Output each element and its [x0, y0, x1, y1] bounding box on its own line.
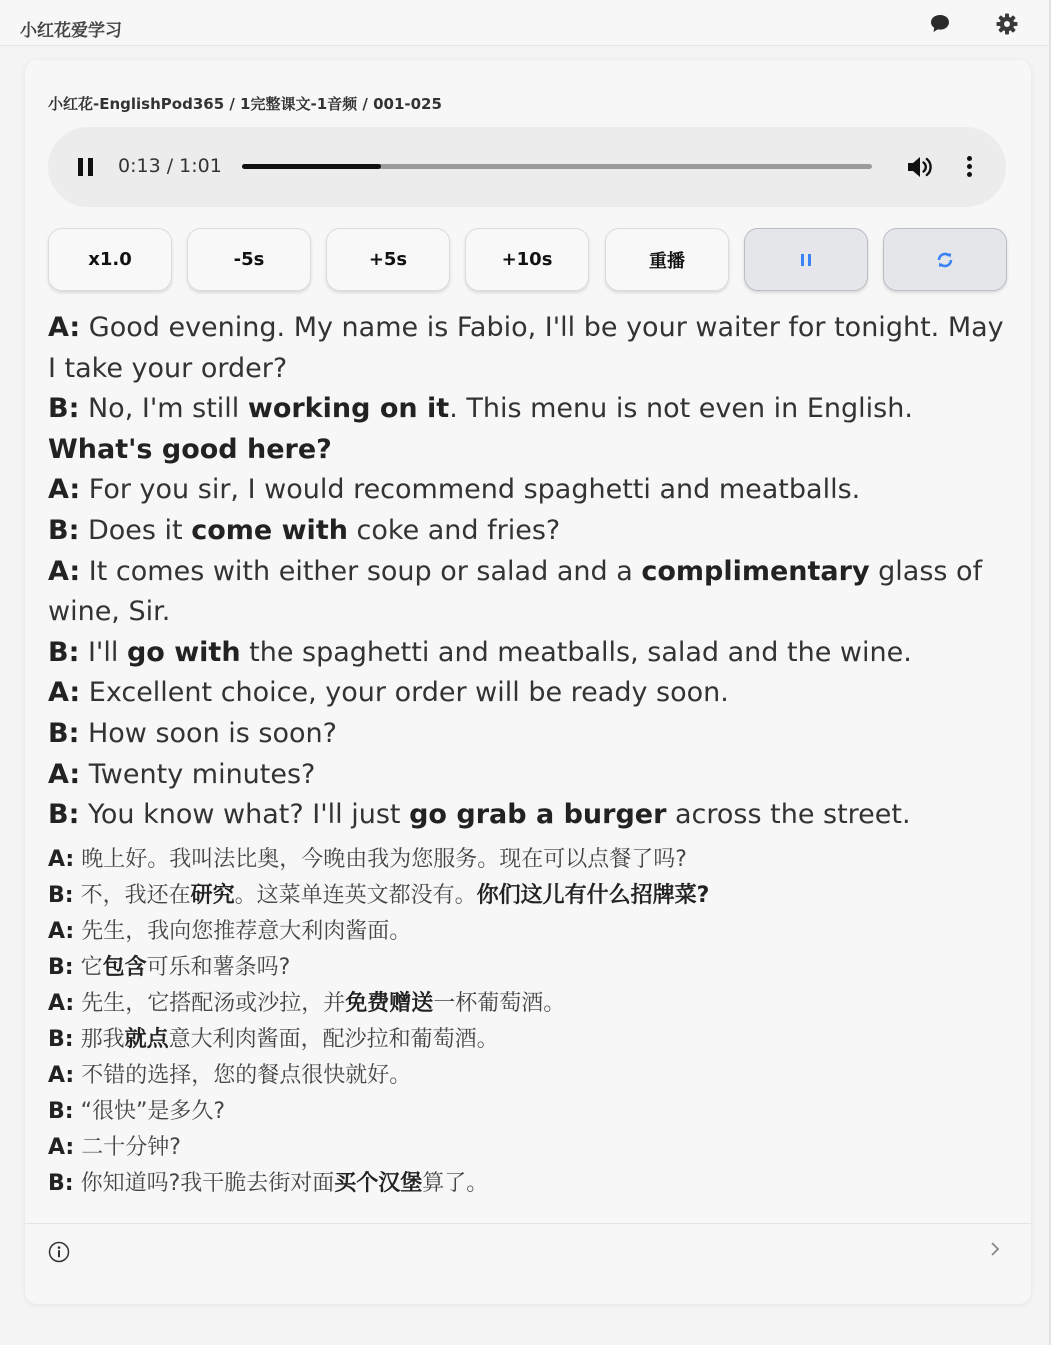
- line-text: Twenty minutes?: [80, 758, 316, 790]
- speaker-label: B:: [48, 717, 80, 749]
- transcript-line[interactable]: [48, 673, 1008, 714]
- line-text: 意大利肉酱面，配沙拉和葡萄酒。: [168, 1026, 499, 1052]
- english-transcript: [48, 308, 1008, 836]
- line-text: the spaghetti and meatballs, salad and the wine.: [240, 636, 912, 668]
- line-text: 不错的选择，您的餐点很快就好。: [74, 1062, 412, 1088]
- line-text: 那我: [73, 1026, 125, 1052]
- speaker-label: B:: [48, 882, 74, 908]
- key-phrase: What's good here?: [48, 433, 332, 465]
- transcript-line[interactable]: [48, 986, 1008, 1022]
- speaker-label: A:: [48, 677, 81, 709]
- pause-icon[interactable]: [74, 156, 98, 178]
- chevron-right-icon[interactable]: [988, 1240, 1002, 1258]
- line-text: 晚上好。我叫法比奥，今晚由我为您服务。现在可以点餐了吗?: [74, 846, 687, 872]
- speaker-label: A:: [48, 758, 81, 790]
- transcript-line[interactable]: [48, 950, 1008, 986]
- key-phrase: 就点: [124, 1026, 169, 1052]
- gear-icon[interactable]: [995, 12, 1019, 36]
- transcript-line[interactable]: [48, 552, 1008, 633]
- more-vertical-icon[interactable]: [963, 155, 975, 179]
- app-title: 小红花爱学习: [20, 21, 122, 41]
- progress-fill: [242, 164, 381, 169]
- transcript-line[interactable]: [48, 914, 1008, 950]
- line-text: No, I'm still: [79, 393, 248, 425]
- key-phrase: go grab a burger: [409, 799, 667, 831]
- line-text: 先生，它搭配汤或沙拉，并: [74, 990, 346, 1016]
- speaker-label: B:: [48, 514, 80, 546]
- line-text: It comes with either soup or salad and a: [80, 555, 642, 587]
- key-phrase: complimentary: [641, 555, 870, 587]
- line-text: 先生，我向您推荐意大利肉酱面。: [74, 918, 412, 944]
- line-text: Excellent choice, your order will be ready soon.: [80, 677, 729, 709]
- forward-5s-button[interactable]: +5s: [326, 228, 450, 291]
- line-text: You know what? I'll just: [79, 799, 410, 831]
- key-phrase: go with: [126, 636, 241, 668]
- line-text: 它: [73, 954, 103, 980]
- transcript-line[interactable]: [48, 1022, 1008, 1058]
- transcript-line[interactable]: [48, 470, 1008, 511]
- rewind-5s-button[interactable]: -5s: [187, 228, 311, 291]
- transcript-line[interactable]: [48, 389, 1008, 470]
- breadcrumb[interactable]: 小红花-EnglishPod365 / 1完整课文-1音频 / 001-025: [48, 95, 442, 113]
- speaker-label: A:: [48, 846, 75, 872]
- speaker-label: B:: [48, 1098, 74, 1124]
- key-phrase: 买个汉堡: [334, 1170, 423, 1196]
- pause-button[interactable]: [744, 228, 868, 291]
- speaker-label: B:: [48, 954, 74, 980]
- speed-button[interactable]: x1.0: [48, 228, 172, 291]
- loop-icon: [935, 250, 955, 270]
- key-phrase: 免费赠送: [345, 990, 434, 1016]
- line-text: 你知道吗?我干脆去街对面: [73, 1170, 335, 1196]
- speaker-label: B:: [48, 393, 80, 425]
- line-text: 二十分钟?: [74, 1134, 181, 1160]
- key-phrase: 研究: [190, 882, 235, 908]
- transcript-line[interactable]: [48, 842, 1008, 878]
- speaker-label: A:: [48, 1062, 75, 1088]
- volume-icon[interactable]: [906, 154, 934, 180]
- transcript-line[interactable]: [48, 1094, 1008, 1130]
- transcript-line[interactable]: [48, 633, 1008, 674]
- key-phrase: 包含: [102, 954, 147, 980]
- line-text: 可乐和薯条吗?: [146, 954, 291, 980]
- speaker-label: A:: [48, 312, 81, 343]
- line-text: For you sir, I would recommend spaghetti and meatballs.: [80, 474, 861, 506]
- speaker-label: B:: [48, 1170, 74, 1196]
- line-text: Good evening. My name is Fabio, I'll be your waiter for tonight. May I take your order?: [48, 312, 1004, 384]
- footer-divider: [25, 1223, 1031, 1224]
- transcript-line[interactable]: [48, 1130, 1008, 1166]
- line-text: 一杯葡萄酒。: [433, 990, 566, 1016]
- transcript-line[interactable]: [48, 714, 1008, 755]
- line-text: I'll: [79, 636, 127, 668]
- transcript-line[interactable]: [48, 1058, 1008, 1094]
- loop-button[interactable]: [883, 228, 1007, 291]
- line-text: 。这菜单连英文都没有。: [234, 882, 477, 908]
- transcript-line[interactable]: [48, 308, 1008, 389]
- line-text: 不，我还在: [73, 882, 191, 908]
- key-phrase: come with: [191, 514, 348, 546]
- key-phrase: 你们这儿有什么招牌菜?: [476, 882, 710, 908]
- replay-button[interactable]: 重播: [605, 228, 729, 291]
- speaker-label: A:: [48, 555, 81, 587]
- speaker-label: A:: [48, 474, 81, 506]
- transcript-line[interactable]: [48, 795, 1008, 836]
- line-text: Does it: [79, 514, 192, 546]
- speaker-label: B:: [48, 1026, 74, 1052]
- line-text: “很快”是多久?: [73, 1098, 226, 1124]
- line-text: 算了。: [422, 1170, 489, 1196]
- chinese-transcript: [48, 842, 1008, 1202]
- transcript-line[interactable]: [48, 511, 1008, 552]
- transcript-line[interactable]: [48, 1166, 1008, 1202]
- transcript: [48, 308, 1008, 1202]
- line-text: glass of wine, Sir.: [48, 555, 983, 628]
- line-text: . This menu is not even in English.: [449, 393, 913, 425]
- time-display: 0:13 / 1:01: [118, 155, 222, 177]
- chat-icon[interactable]: [928, 12, 952, 36]
- info-icon[interactable]: [48, 1241, 70, 1263]
- speaker-label: B:: [48, 799, 80, 831]
- speaker-label: A:: [48, 1134, 75, 1160]
- key-phrase: working on it: [247, 393, 450, 425]
- speaker-label: B:: [48, 636, 80, 668]
- transcript-line[interactable]: [48, 755, 1008, 796]
- speaker-label: A:: [48, 918, 75, 944]
- line-text: How soon is soon?: [79, 717, 337, 749]
- line-text: across the street.: [666, 799, 911, 831]
- forward-10s-button[interactable]: +10s: [465, 228, 589, 291]
- speaker-label: A:: [48, 990, 75, 1016]
- audio-player: [48, 127, 1006, 207]
- transcript-line[interactable]: [48, 878, 1008, 914]
- line-text: coke and fries?: [347, 514, 561, 546]
- top-bar: [0, 0, 1049, 46]
- pause-icon: [801, 254, 811, 266]
- progress-bar[interactable]: [242, 164, 872, 169]
